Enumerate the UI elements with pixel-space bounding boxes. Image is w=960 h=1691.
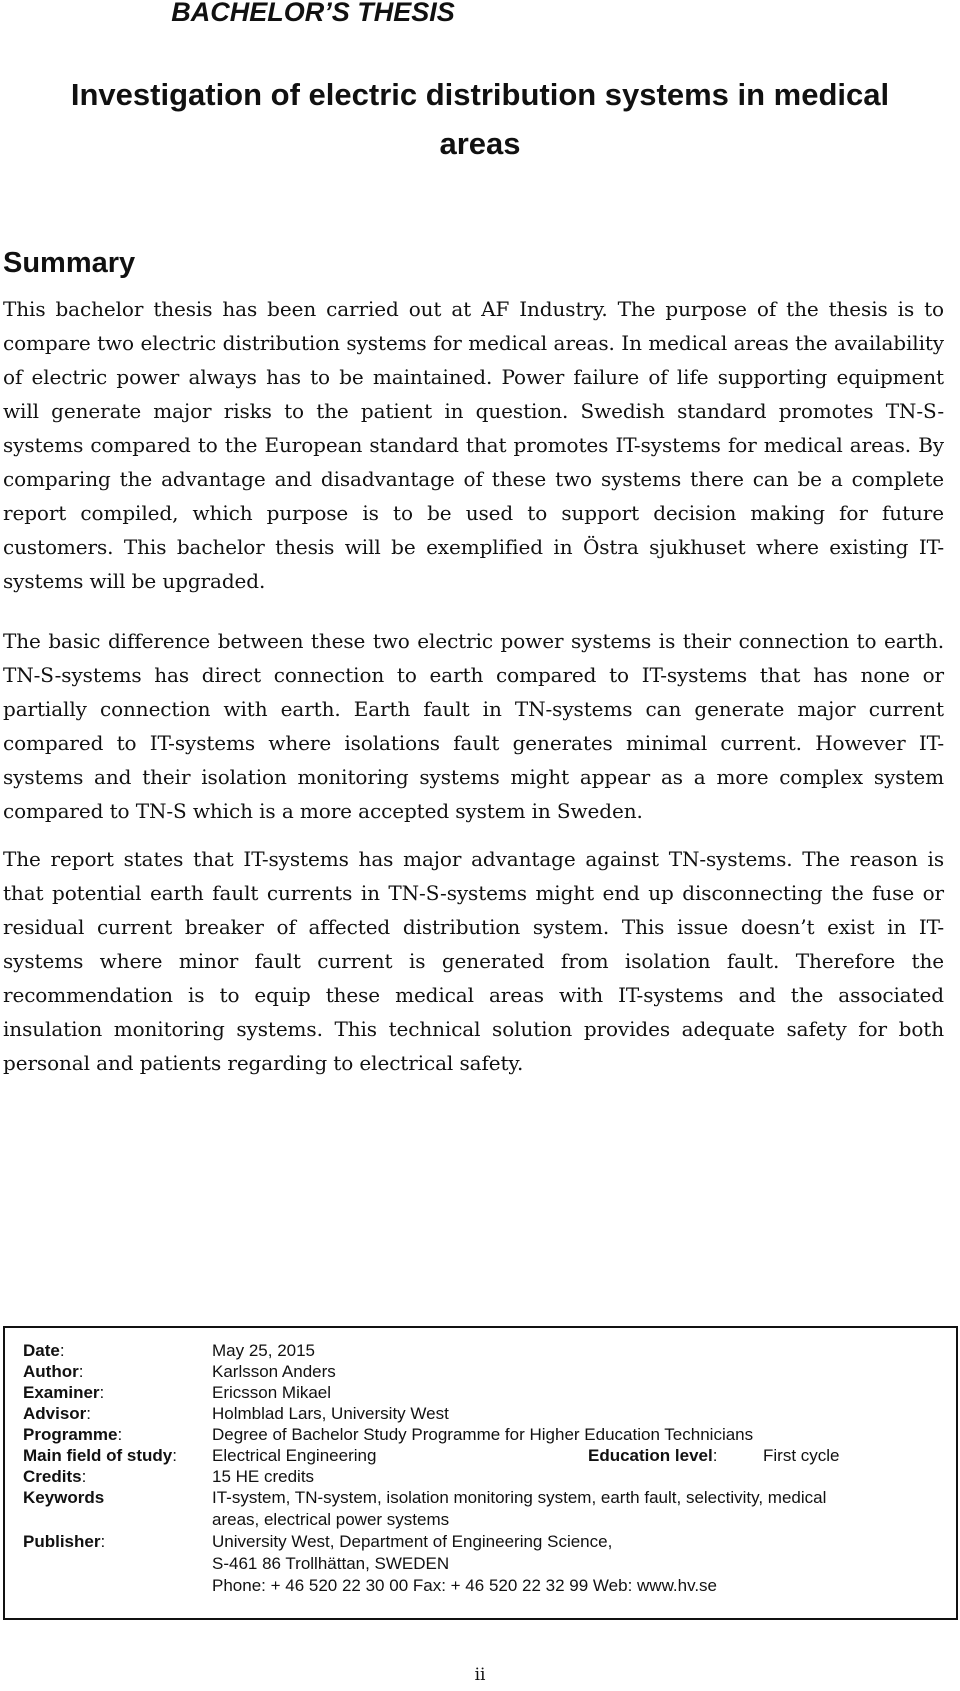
main-field-value: Electrical Engineering — [212, 1446, 377, 1465]
main-field-label: Main field of study — [23, 1446, 173, 1465]
summary-paragraph-3: The report states that IT-systems has major advantage against TN-systems. The reason is that potential earth fault currents in TN-S-systems might end up disconnecting the fuse or residual current breaker of affected distribution system. This issue doesn’t exist in IT-systems where minor fault current is generated from isolation fault. Therefore the recommendation is to equip these medical areas with IT-systems and the associated insulation monitoring systems. This technical solution provides adequate safety for both personal and patients regarding to electrical safety. — [3, 847, 944, 1075]
programme-value: Degree of Bachelor Study Programme for Higher Education Technicians — [212, 1425, 754, 1444]
author-label: Author — [23, 1362, 79, 1381]
examiner-value: Ericsson Mikael — [212, 1383, 332, 1402]
examiner-label: Examiner — [23, 1383, 100, 1402]
page-number: ii — [474, 1665, 486, 1685]
keywords-value — [212, 1487, 946, 1531]
author-value: Karlsson Anders — [212, 1362, 336, 1381]
thesis-title-line-2: areas — [439, 126, 521, 161]
credits-label: Credits — [23, 1467, 82, 1486]
keywords-line-1: IT-system, TN-system, isolation monitoring system, earth fault, selectivity, medical — [212, 1488, 827, 1507]
advisor-value: Holmblad Lars, University West — [212, 1404, 449, 1423]
credits-value: 15 HE credits — [212, 1467, 315, 1486]
advisor-label: Advisor — [23, 1404, 87, 1423]
thesis-info-box: Date: May 25, 2015 Author: Karlsson Anders Examiner: Ericsson Mikael Advisor: Holmblad Lars, University West Programme: Degree of Bachelor Study Programme for Higher Education Technicians Main field of study: Electrical Engineering Education level: First cycle Credits: 15 HE credits Keywords IT-system, TN-system, isolation monitoring system, earth fault, selectivity, medical areas, electrical power systems Publisher: University West, Department of Engineering Science, S-461 86 Trollhättan, SWEDEN Phone: + 46 520 22 30 00 Fax: + 46 520 22 32 99 Web: www.hv.se — [3, 1326, 958, 1620]
education-level-label: Education level — [588, 1446, 713, 1465]
thesis-title-line-1: Investigation of electric distribution systems in medical — [70, 77, 890, 112]
thesis-type-label: BACHELOR’S THESIS — [171, 0, 455, 27]
summary-paragraph-1: This bachelor thesis has been carried out at AF Industry. The purpose of the thesis is to compare two electric distribution systems for medical areas. In medical areas the availability of electric power always has to be maintained. Power failure of life supporting equipment will generate major risks to the patient in question. Swedish standard promotes TN-S-systems compared to the European standard that promotes IT-systems for medical areas. By comparing the advantage and disadvantage of these two systems there can be a complete report compiled, which purpose is to be used to support decision making for future customers. This bachelor thesis will be exemplified in Östra sjukhuset where existing IT-systems will be upgraded. — [3, 297, 944, 593]
education-level-value: First cycle — [763, 1446, 840, 1465]
publisher-line-2: S-461 86 Trollhättan, SWEDEN — [212, 1554, 450, 1573]
publisher-label: Publisher — [23, 1532, 101, 1551]
keywords-line-2: areas, electrical power systems — [212, 1510, 450, 1529]
keywords-label: Keywords — [23, 1488, 105, 1507]
publisher-line-3: Phone: + 46 520 22 30 00 Fax: + 46 520 22 32 99 Web: www.hv.se — [212, 1576, 718, 1595]
programme-label: Programme — [23, 1425, 118, 1444]
summary-paragraph-2: The basic difference between these two electric power systems is their connection to earth. TN-S-systems has direct connection to earth compared to IT-systems that has none or partially connection with earth. Earth fault in TN-systems can generate major current compared to IT-systems where isolations fault generates minimal current. However IT-systems and their isolation monitoring systems might appear as a more complex system compared to TN-S which is a more accepted system in Sweden. — [3, 629, 944, 823]
date-label: Date — [23, 1341, 60, 1360]
publisher-value — [212, 1531, 946, 1597]
summary-heading: Summary — [3, 247, 136, 279]
publisher-line-1: University West, Department of Engineering Science, — [212, 1532, 613, 1551]
thesis-title — [0, 70, 960, 168]
date-value: May 25, 2015 — [212, 1341, 316, 1360]
